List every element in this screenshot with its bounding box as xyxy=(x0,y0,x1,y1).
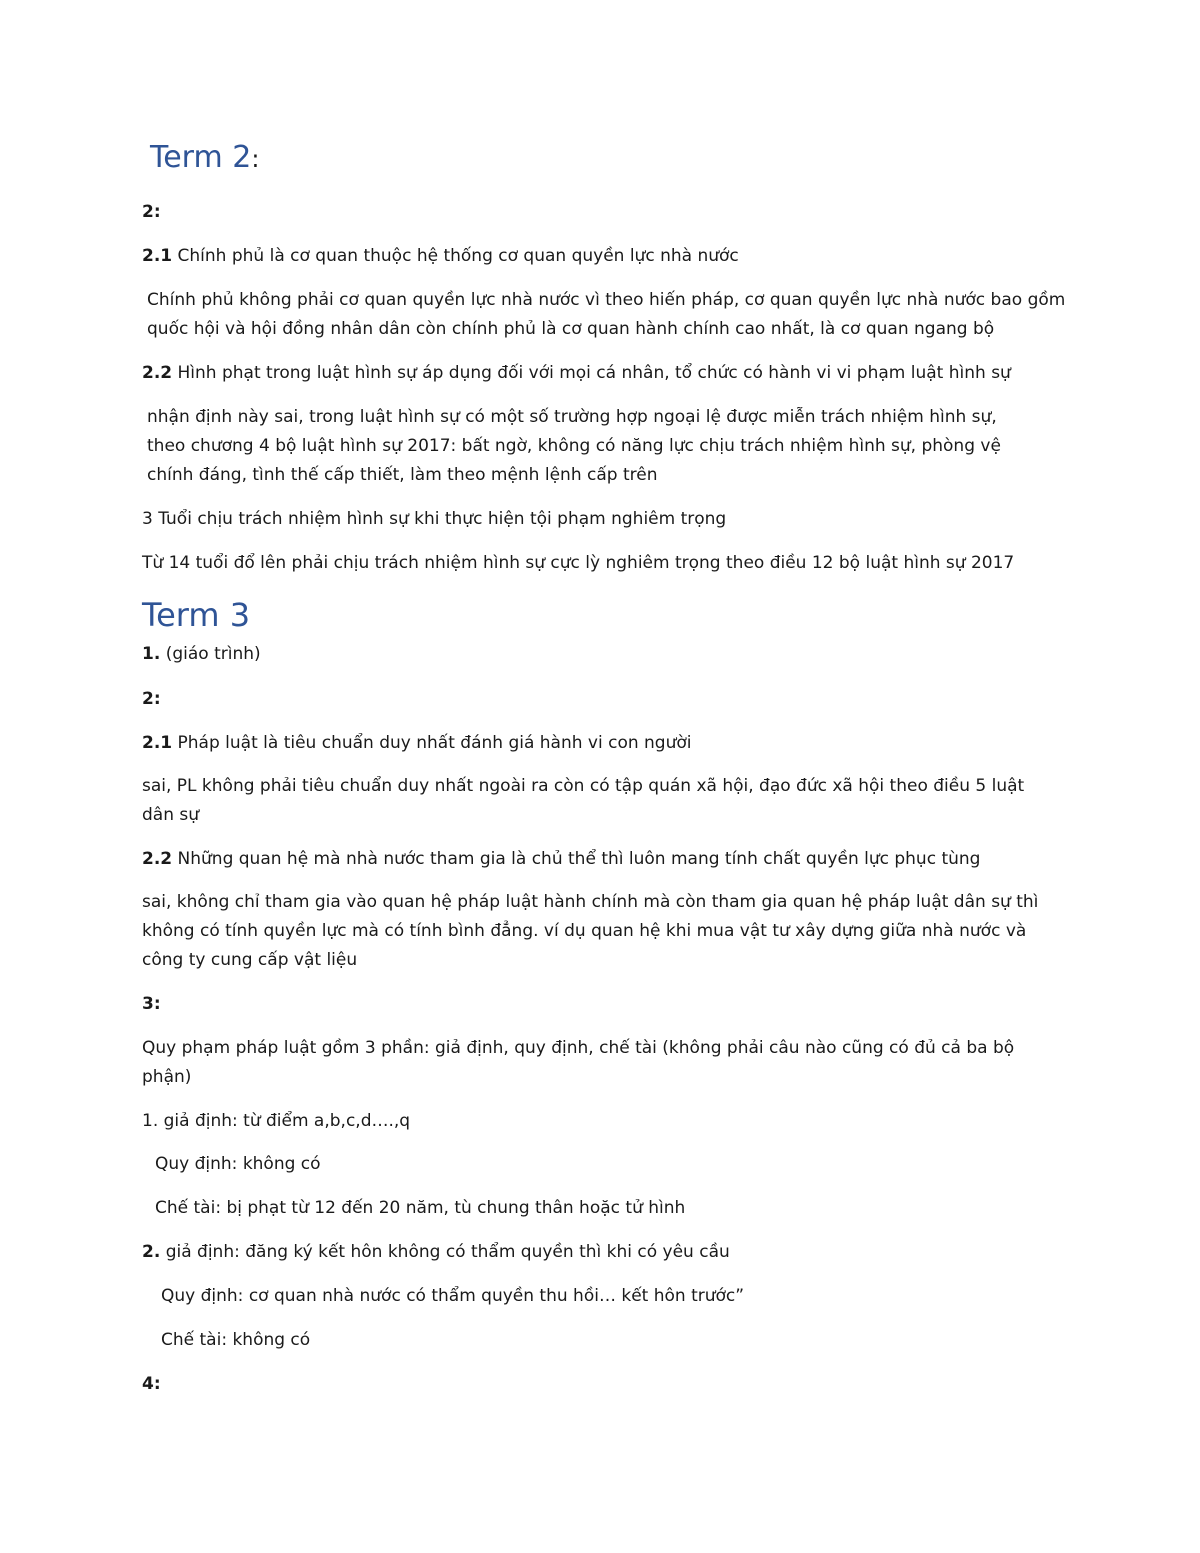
term3-q1: 1. (giáo trình) xyxy=(142,644,261,664)
term2-q2-2-answer: nhận định này sai, trong luật hình sự có một số trường hợp ngoại lệ được miễn trách nhiệm hình sự, theo chương 4 bộ luật hình sự 2017: bất ngờ, không có năng lực chịu trách nhiệm hình sự, phòng vệ chính đáng, tình thế cấp thiết, làm theo mệnh lệnh cấp trên xyxy=(147,407,1001,485)
term2-heading xyxy=(150,140,259,175)
term3-item2-gia-dinh: 2. giả định: đăng ký kết hôn không có thẩm quyền thì khi có yêu cầu xyxy=(142,1242,730,1262)
term3-item1-quy-dinh: Quy định: không có xyxy=(155,1154,321,1174)
term3-item1-che-tai: Chế tài: bị phạt từ 12 đến 20 năm, tù chung thân hoặc tử hình xyxy=(155,1198,686,1218)
term2-title: Term 2 xyxy=(150,140,252,175)
term2-q3-answer: Từ 14 tuổi đổ lên phải chịu trách nhiệm hình sự cực lỳ nghiêm trọng theo điều 12 bộ luật hình sự 2017 xyxy=(142,553,1015,573)
term3-q4-label: 4: xyxy=(142,1374,161,1394)
term3-q2-2-answer: sai, không chỉ tham gia vào quan hệ pháp luật hành chính mà còn tham gia quan hệ pháp luật dân sự thì không có tính quyền lực mà có tính bình đẳng. ví dụ quan hệ khi mua vật tư xây dựng giữa nhà nước và công ty cung cấp vật liệu xyxy=(142,892,1039,970)
term3-q3-label: 3: xyxy=(142,994,161,1014)
term3-q2-label: 2: xyxy=(142,689,161,709)
term3-q2-1-question: 2.1 Pháp luật là tiêu chuẩn duy nhất đánh giá hành vi con người xyxy=(142,733,692,753)
term2-q2-2-question: 2.2 Hình phạt trong luật hình sự áp dụng đối với mọi cá nhân, tổ chức có hành vi vi phạm luật hình sự xyxy=(142,363,1011,383)
term3-q2-2-question: 2.2 Những quan hệ mà nhà nước tham gia là chủ thể thì luôn mang tính chất quyền lực phục tùng xyxy=(142,849,981,869)
term2-q2-label: 2: xyxy=(142,202,161,222)
term3-item1-gia-dinh: 1. giả định: từ điểm a,b,c,d….,q xyxy=(142,1111,411,1131)
term3-heading: Term 3 xyxy=(142,596,251,634)
term2-colon: : xyxy=(251,145,260,173)
term3-item2-che-tai: Chế tài: không có xyxy=(161,1330,311,1350)
term3-q2-1-answer: sai, PL không phải tiêu chuẩn duy nhất ngoài ra còn có tập quán xã hội, đạo đức xã hội theo điều 5 luật dân sự xyxy=(142,776,1025,825)
term2-q2-1-question: 2.1 Chính phủ là cơ quan thuộc hệ thống cơ quan quyền lực nhà nước xyxy=(142,246,739,266)
term2-q2-1-answer: Chính phủ không phải cơ quan quyền lực nhà nước vì theo hiến pháp, cơ quan quyền lực nhà nước bao gồm quốc hội và hội đồng nhân dân còn chính phủ là cơ quan hành chính cao nhất, là cơ quan ngang bộ xyxy=(147,290,1066,339)
term2-q3-question: 3 Tuổi chịu trách nhiệm hình sự khi thực hiện tội phạm nghiêm trọng xyxy=(142,509,727,529)
term3-q3-intro: Quy phạm pháp luật gồm 3 phần: giả định, quy định, chế tài (không phải câu nào cũng có đủ cả ba bộ phận) xyxy=(142,1038,1015,1087)
term3-item2-quy-dinh: Quy định: cơ quan nhà nước có thẩm quyền thu hồi… kết hôn trước” xyxy=(161,1286,745,1306)
